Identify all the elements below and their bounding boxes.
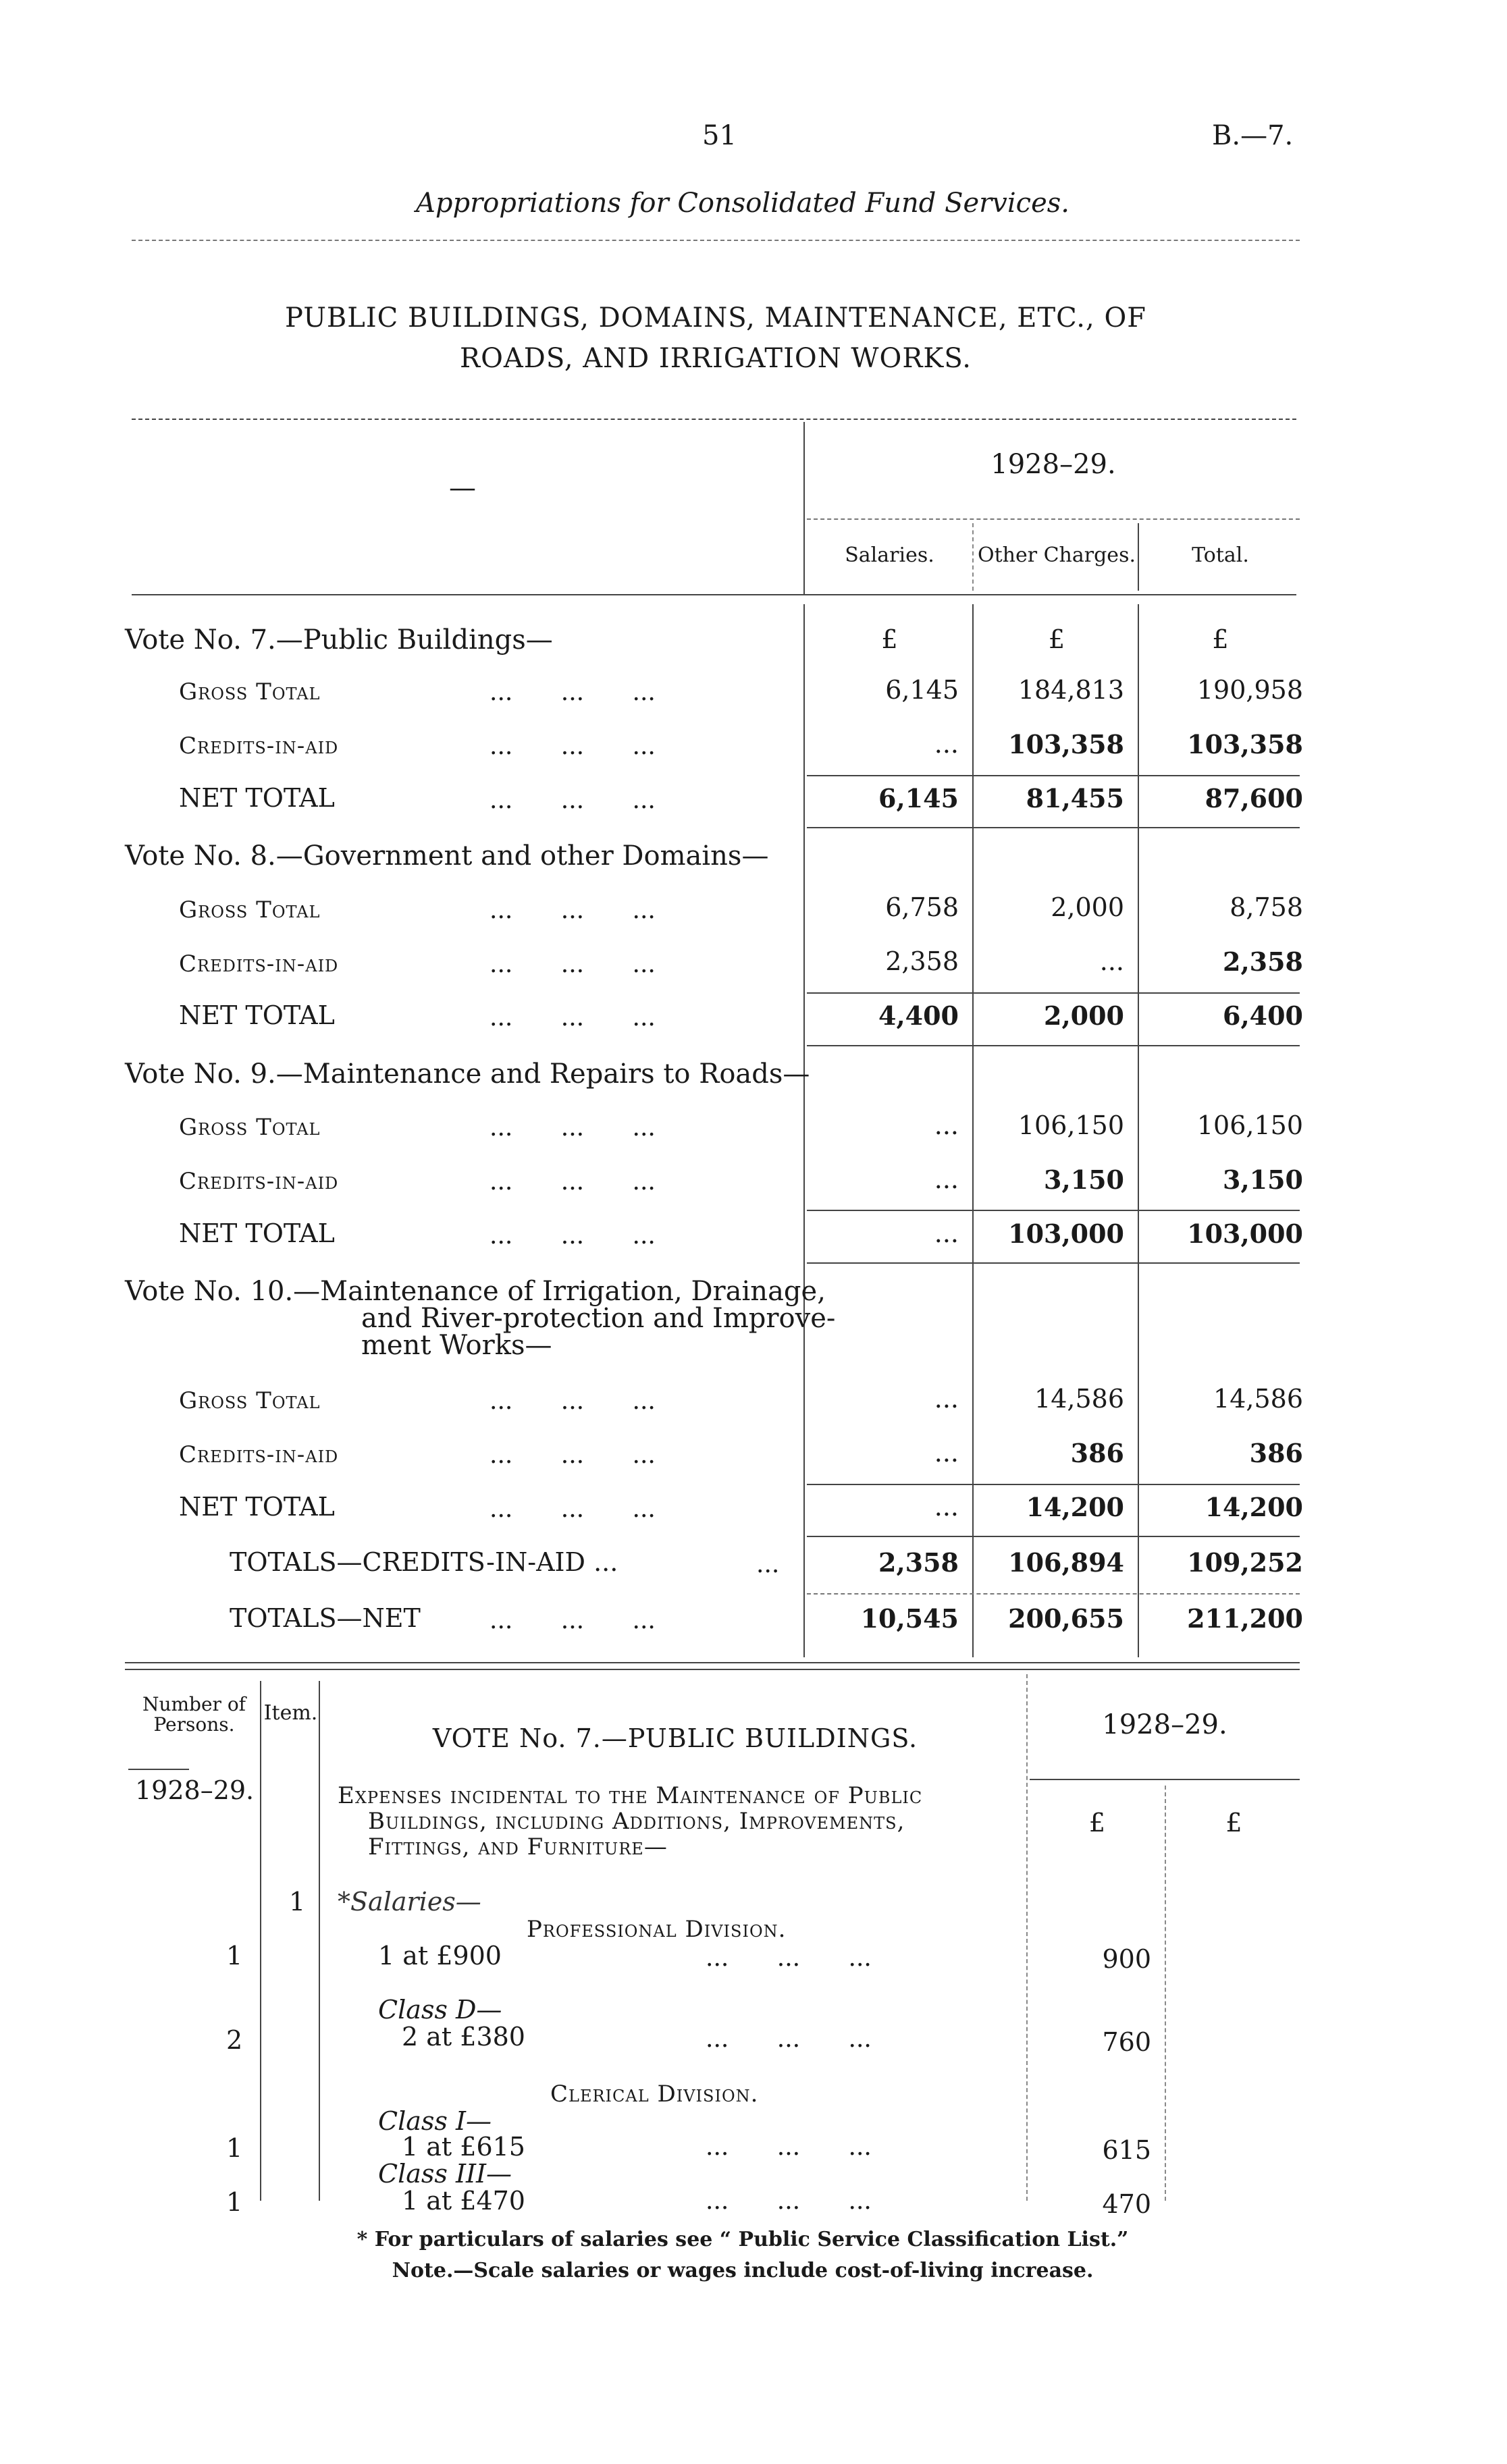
- dot-leader: ... ... ...: [490, 1495, 656, 1523]
- cell-total: 211,200: [1187, 1603, 1303, 1634]
- salary-rate: 2 at £380: [402, 2022, 525, 2052]
- summary-title-line1: PUBLIC BUILDINGS, DOMAINS, MAINTENANCE, ETC., OF: [284, 302, 1146, 333]
- subtotal-rule: [807, 1210, 1300, 1211]
- footnote: * For particulars of salaries see “ Public Service Classification List.”: [356, 2228, 1129, 2251]
- cell-total: 8,758: [1230, 892, 1303, 922]
- class-label: Class III—: [378, 2159, 512, 2189]
- currency-symbol: £: [1088, 1808, 1106, 1838]
- cell-total: 3,150: [1223, 1164, 1303, 1195]
- salary-rate: 1 at £615: [402, 2132, 525, 2162]
- column-divider: [1165, 1786, 1166, 2201]
- dot-leader: ... ... ...: [490, 786, 656, 814]
- dot-leader: ... ... ...: [490, 732, 656, 760]
- salary-amount: 760: [1102, 2027, 1151, 2057]
- currency-symbol: £: [881, 624, 898, 654]
- cell-salaries: 6,145: [885, 675, 959, 705]
- subtotal-rule: [807, 992, 1300, 994]
- dot-leader: ... ... ...: [490, 678, 656, 706]
- persons-year: 1928–29.: [135, 1775, 255, 1805]
- column-divider: [972, 523, 974, 591]
- row-label-gross-total: Gross Total: [179, 1114, 321, 1141]
- salary-rate: 1 at £470: [402, 2186, 525, 2216]
- currency-symbol: £: [1048, 624, 1065, 654]
- dot-leader: ... ... ...: [706, 2025, 872, 2053]
- column-divider: [803, 604, 805, 1657]
- row-label-gross-total: Gross Total: [179, 1387, 321, 1414]
- class-label: Class I—: [378, 2106, 492, 2136]
- dot-leader: ... ... ...: [490, 1168, 656, 1196]
- cell-total: 14,200: [1205, 1492, 1303, 1522]
- salary-amount: 615: [1102, 2135, 1151, 2165]
- vote-title-continued: and River-protection and Improve-: [361, 1303, 836, 1334]
- cell-other-charges: 106,150: [1017, 1110, 1124, 1140]
- persons-count: 1: [226, 1941, 243, 1971]
- column-header-other-charges: Other Charges.: [978, 543, 1136, 567]
- subtotal-rule: [807, 1484, 1300, 1485]
- salaries-heading: *Salaries—: [338, 1887, 481, 1917]
- vote-heading: VOTE No. 7.—PUBLIC BUILDINGS.: [432, 1723, 918, 1753]
- dot-leader: ...: [756, 1551, 780, 1578]
- summary-title-line2: ROADS, AND IRRIGATION WORKS.: [459, 343, 972, 374]
- header-bottom-rule: [132, 594, 1296, 595]
- item-number: 1: [289, 1887, 306, 1917]
- expenses-heading-line1: Expenses incidental to the Maintenance of Public: [338, 1782, 923, 1809]
- vote-title: Vote No. 8.—Government and other Domains—: [125, 840, 769, 872]
- dot-leader: ... ... ...: [490, 1387, 656, 1415]
- header-rule: [1030, 1779, 1300, 1780]
- cell-salaries: 6,145: [878, 783, 959, 813]
- cell-other-charges: 184,813: [1017, 675, 1124, 705]
- column-divider: [260, 1681, 261, 2201]
- persons-count: 1: [226, 2133, 243, 2163]
- row-label-credits-in-aid: Credits-in-aid: [179, 1168, 339, 1195]
- column-header-item: Item.: [263, 1701, 318, 1725]
- cell-salaries: ...: [934, 729, 959, 759]
- dot-leader: ... ... ...: [490, 896, 656, 924]
- total-rule: [807, 827, 1300, 828]
- expenses-heading-line2: Buildings, including Additions, Improvements,: [368, 1808, 905, 1835]
- class-label: Class D—: [378, 1995, 502, 2025]
- column-header-number-of-persons: Number of Persons.: [142, 1693, 246, 1736]
- totals-credits-label: TOTALS—CREDITS-IN-AID ...: [230, 1547, 618, 1577]
- cell-salaries: 6,758: [885, 892, 959, 922]
- cell-salaries: 2,358: [878, 1547, 959, 1578]
- expenses-heading-line3: Fittings, and Furniture—: [368, 1833, 668, 1860]
- cell-total: 14,586: [1213, 1384, 1303, 1414]
- persons-count: 1: [226, 2187, 243, 2217]
- total-rule: [807, 1045, 1300, 1046]
- cell-other-charges: 3,150: [1044, 1164, 1124, 1195]
- row-label-credits-in-aid: Credits-in-aid: [179, 950, 339, 977]
- cell-other-charges: 103,358: [1008, 729, 1124, 759]
- cell-salaries: ...: [934, 1218, 959, 1248]
- vote-title: Vote No. 10.—Maintenance of Irrigation, Drainage,: [125, 1276, 826, 1307]
- cell-salaries: 4,400: [878, 1000, 959, 1031]
- column-divider: [1138, 523, 1139, 591]
- page-number: 51: [702, 120, 737, 151]
- row-label-net-total: NET TOTAL: [179, 783, 335, 813]
- cell-total: 109,252: [1187, 1547, 1303, 1578]
- professional-division-heading: Professional Division.: [527, 1916, 787, 1943]
- vote-title-continued: ment Works—: [361, 1330, 552, 1361]
- dot-leader: ... ... ...: [490, 1114, 656, 1142]
- column-divider: [1026, 1674, 1028, 2201]
- dot-leader: ... ... ...: [706, 2187, 872, 2215]
- row-label-credits-in-aid: Credits-in-aid: [179, 732, 339, 759]
- cell-total: 87,600: [1205, 783, 1303, 813]
- cell-other-charges: 106,894: [1008, 1547, 1124, 1578]
- currency-symbol: £: [1212, 624, 1229, 654]
- stub-heading-dash: —: [449, 473, 476, 504]
- cell-total: 190,958: [1196, 675, 1303, 705]
- table-top-rule: [132, 419, 1296, 420]
- salary-rate: 1 at £900: [378, 1941, 502, 1971]
- column-divider: [1138, 604, 1139, 1657]
- cell-total: 2,358: [1223, 946, 1303, 977]
- column-header-total: Total.: [1192, 543, 1249, 567]
- cell-other-charges: 200,655: [1008, 1603, 1124, 1634]
- dot-leader: ... ... ...: [490, 1607, 656, 1634]
- total-rule: [807, 1536, 1300, 1537]
- cell-other-charges: 81,455: [1026, 783, 1124, 813]
- page-subtitle: Appropriations for Consolidated Fund Services.: [415, 188, 1069, 219]
- header-rule: [132, 240, 1300, 241]
- cell-salaries: ...: [934, 1492, 959, 1522]
- year-rule: [807, 518, 1300, 520]
- row-label-net-total: NET TOTAL: [179, 1000, 335, 1030]
- column-header-salaries: Salaries.: [845, 543, 934, 567]
- subtotal-rule: [807, 775, 1300, 776]
- cell-total: 106,150: [1196, 1110, 1303, 1140]
- totals-rule: [807, 1593, 1300, 1595]
- cell-salaries: 2,358: [885, 946, 959, 976]
- cell-total: 103,000: [1187, 1218, 1303, 1249]
- row-label-gross-total: Gross Total: [179, 896, 321, 923]
- header-rule: [128, 1769, 189, 1770]
- cell-other-charges: 2,000: [1044, 1000, 1124, 1031]
- column-divider: [319, 1681, 320, 2201]
- vote-title: Vote No. 9.—Maintenance and Repairs to Roads—: [125, 1059, 810, 1090]
- cell-salaries: ...: [934, 1438, 959, 1468]
- cell-salaries: ...: [934, 1110, 959, 1140]
- cell-salaries: ...: [934, 1384, 959, 1414]
- totals-net-label: TOTALS—NET: [230, 1603, 421, 1633]
- cell-total: 103,358: [1187, 729, 1303, 759]
- cell-salaries: ...: [934, 1164, 959, 1194]
- cell-other-charges: 14,586: [1034, 1384, 1124, 1414]
- dot-leader: ... ... ...: [490, 1004, 656, 1032]
- dot-leader: ... ... ...: [490, 1222, 656, 1250]
- row-label-net-total: NET TOTAL: [179, 1218, 335, 1248]
- cell-other-charges: ...: [1099, 946, 1124, 976]
- section-double-rule: [125, 1662, 1300, 1663]
- cell-other-charges: 2,000: [1051, 892, 1124, 922]
- year-heading: 1928–29.: [1102, 1709, 1227, 1740]
- total-rule: [807, 1262, 1300, 1264]
- row-label-credits-in-aid: Credits-in-aid: [179, 1441, 339, 1468]
- section-double-rule: [125, 1669, 1300, 1670]
- dot-leader: ... ... ...: [706, 2133, 872, 2161]
- cell-other-charges: 386: [1070, 1438, 1124, 1468]
- vote-title: Vote No. 7.—Public Buildings—: [125, 624, 553, 655]
- salary-amount: 900: [1102, 1944, 1151, 1974]
- scale-note: Note.—Scale salaries or wages include cost-of-living increase.: [392, 2259, 1094, 2282]
- column-divider: [803, 422, 805, 594]
- row-label-net-total: NET TOTAL: [179, 1492, 335, 1522]
- column-divider: [972, 604, 974, 1657]
- dot-leader: ... ... ...: [490, 1441, 656, 1469]
- cell-other-charges: 14,200: [1026, 1492, 1124, 1522]
- document-reference: B.—7.: [1212, 120, 1294, 151]
- salary-amount: 470: [1102, 2189, 1151, 2219]
- persons-count: 2: [226, 2025, 243, 2055]
- year-heading: 1928–29.: [990, 449, 1116, 480]
- cell-other-charges: 103,000: [1008, 1218, 1124, 1249]
- dot-leader: ... ... ...: [490, 950, 656, 978]
- cell-total: 386: [1249, 1438, 1303, 1468]
- dot-leader: ... ... ...: [706, 1944, 872, 1972]
- clerical-division-heading: Clerical Division.: [550, 2081, 759, 2108]
- row-label-gross-total: Gross Total: [179, 678, 321, 705]
- cell-salaries: 10,545: [860, 1603, 959, 1634]
- cell-total: 6,400: [1223, 1000, 1303, 1031]
- currency-symbol: £: [1225, 1808, 1242, 1838]
